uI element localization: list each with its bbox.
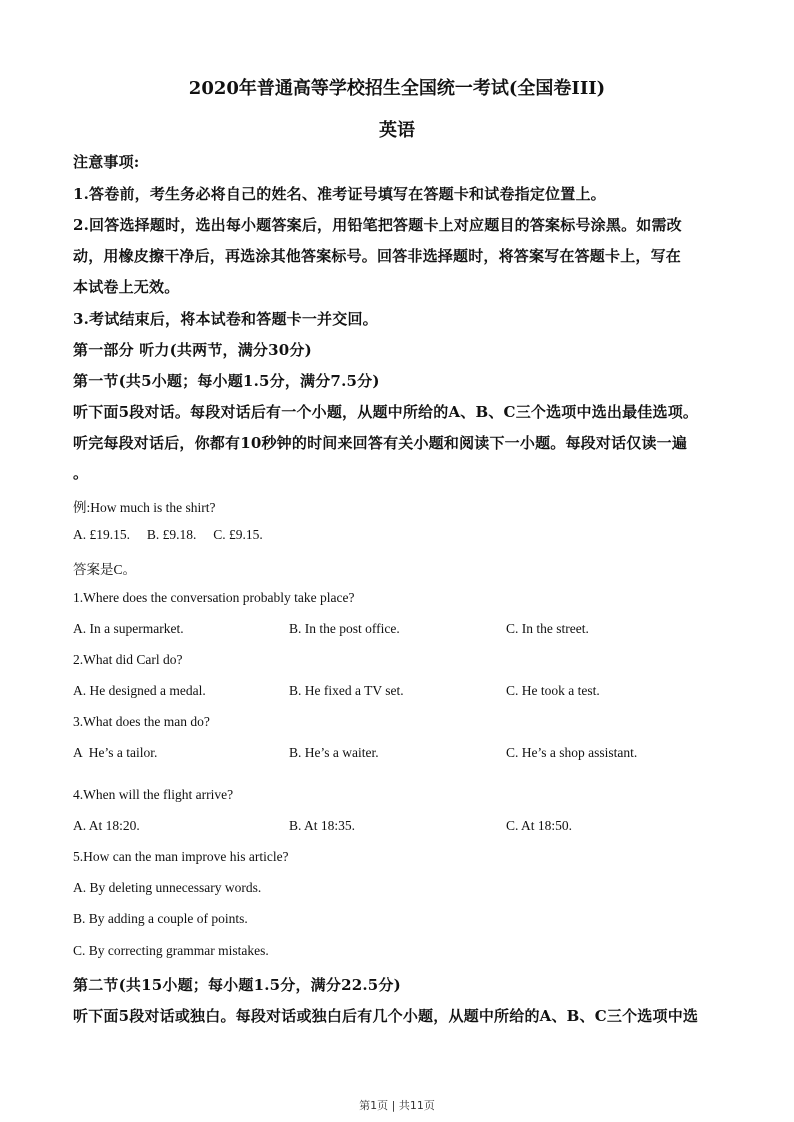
notice-item-2-line-1: 2.回答选择题时，选出每小题答案后，用铅笔把答题卡上对应题目的答案标号涂黑。如需改 bbox=[73, 216, 682, 234]
section-1-heading: 第一节(共5小题；每小题1.5分，满分7.5分) bbox=[73, 372, 380, 390]
notice-item-2-line-2: 动，用橡皮擦干净后，再选涂其他答案标号。回答非选择题时，将答案写在答题卡上，写在 bbox=[73, 247, 682, 265]
example-options: A. £19.15. B. £9.18. C. £9.15. bbox=[73, 527, 263, 542]
notice-item-2-line-3: 本试卷上无效。 bbox=[73, 278, 180, 296]
question-5: 5.How can the man improve his article? bbox=[73, 849, 289, 864]
section-1-instructions-line-1: 听下面5段对话。每段对话后有一个小题，从题中所给的A、B、C三个选项中选出最佳选项。 bbox=[73, 403, 699, 421]
notice-item-3: 3.考试结束后，将本试卷和答题卡一并交回。 bbox=[73, 310, 378, 328]
question-3-option-c: C. He’s a shop assistant. bbox=[506, 745, 638, 760]
question-5-option-c: C. By correcting grammar mistakes. bbox=[73, 943, 269, 958]
question-2-option-a: A. He designed a medal. bbox=[73, 683, 206, 698]
example-answer: 答案是C。 bbox=[73, 562, 137, 577]
exam-title: 2020年普通高等学校招生全国统一考试(全国卷III) bbox=[188, 78, 606, 99]
section-2-instructions: 听下面5段对话或独白。每段对话或独白后有几个小题，从题中所给的A、B、C三个选项中选 bbox=[73, 1007, 699, 1025]
question-5-option-a: A. By deleting unnecessary words. bbox=[73, 880, 262, 895]
section-1-instructions-line-2: 听完每段对话后，你都有10秒钟的时间来回答有关小题和阅读下一小题。每段对话仅读一遍 bbox=[73, 434, 688, 452]
question-4-option-b: B. At 18:35. bbox=[289, 818, 356, 833]
notice-heading: 注意事项: bbox=[73, 153, 140, 171]
notice-item-1: 1.答卷前，考生务必将自己的姓名、准考证号填写在答题卡和试卷指定位置上。 bbox=[73, 185, 606, 203]
question-1: 1.Where does the conversation probably take place? bbox=[73, 590, 355, 605]
question-4-option-a: A. At 18:20. bbox=[73, 818, 140, 833]
question-4: 4.When will the flight arrive? bbox=[73, 787, 234, 802]
page-footer: 第1页 | 共11页 bbox=[359, 1099, 435, 1112]
question-3-option-b: B. He’s a waiter. bbox=[289, 745, 379, 760]
question-1-option-a: A. In a supermarket. bbox=[73, 621, 184, 636]
question-3: 3.What does the man do? bbox=[73, 714, 210, 729]
question-5-option-b: B. By adding a couple of points. bbox=[73, 911, 248, 926]
subject-title: 英语 bbox=[379, 120, 415, 141]
part-1-heading: 第一部分 听力(共两节，满分30分) bbox=[73, 341, 312, 359]
example-question: 例:How much is the shirt? bbox=[73, 500, 216, 515]
question-1-option-c: C. In the street. bbox=[506, 621, 589, 636]
question-1-option-b: B. In the post office. bbox=[289, 621, 400, 636]
question-4-option-c: C. At 18:50. bbox=[506, 818, 573, 833]
question-2-option-b: B. He fixed a TV set. bbox=[289, 683, 404, 698]
question-3-option-a: A He’s a tailor. bbox=[73, 745, 158, 760]
section-1-instructions-line-3: 。 bbox=[73, 464, 89, 482]
question-2-option-c: C. He took a test. bbox=[506, 683, 600, 698]
question-2: 2.What did Carl do? bbox=[73, 652, 183, 667]
section-2-heading: 第二节(共15小题；每小题1.5分，满分22.5分) bbox=[73, 976, 401, 994]
